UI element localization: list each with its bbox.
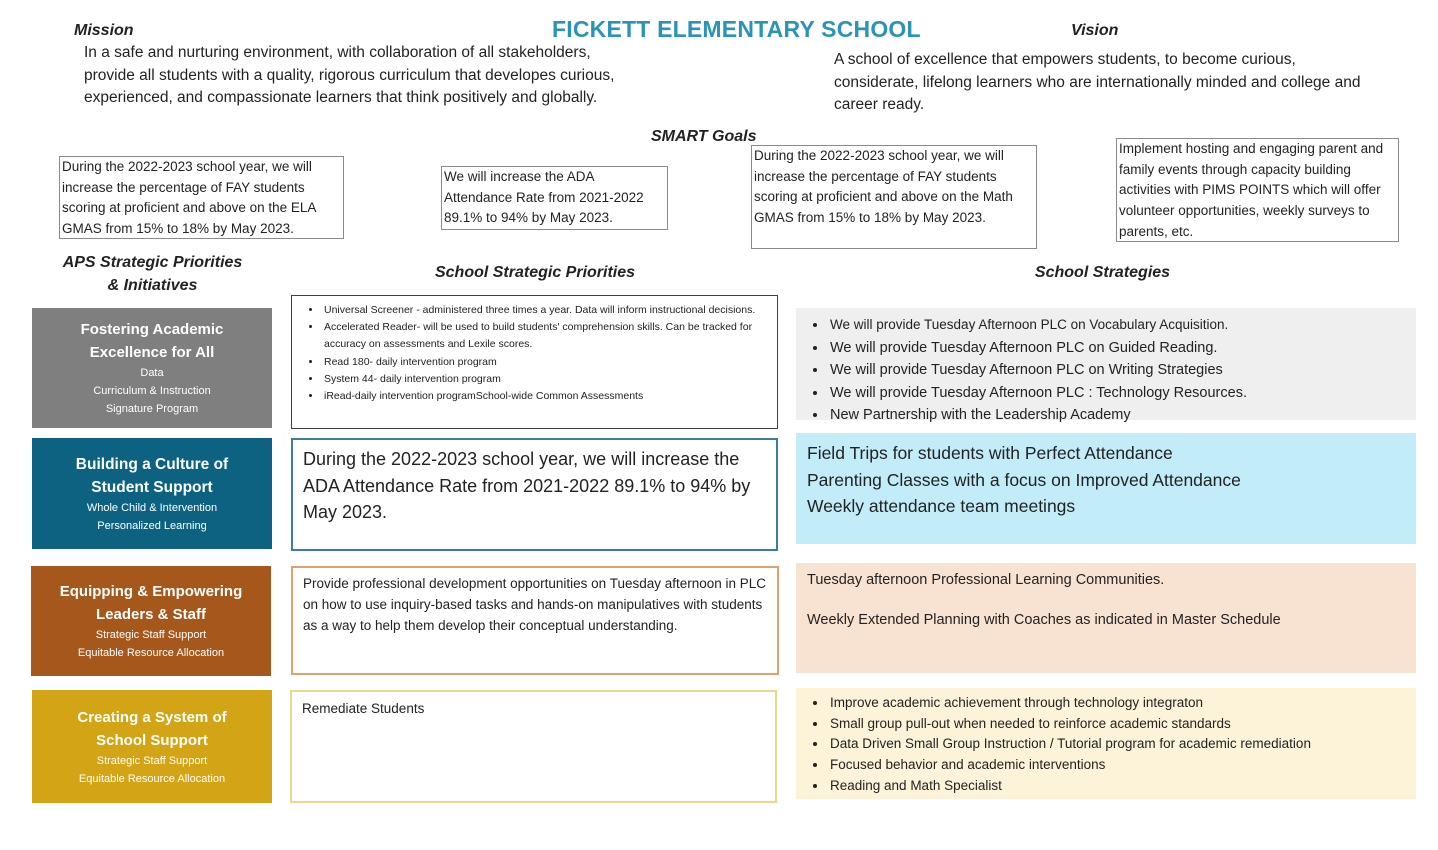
list-item: • We will provide Tuesday Afternoon PLC on Writing Strategies — [828, 359, 1410, 382]
strategy-line: Field Trips for students with Perfect Attendance — [807, 443, 1173, 463]
list-item: • System 44- daily intervention program — [322, 371, 767, 388]
list-item: • Improve academic achievement through technology integraton — [828, 693, 1410, 714]
aps-title: Equipping & Empowering Leaders & Staff — [59, 583, 243, 623]
list-item: • Universal Screener - administered three times a year. Data will inform instructional decisions. — [322, 302, 767, 319]
aps-priorities-header: APS Strategic Priorities & Initiatives — [62, 254, 243, 294]
smart-goals-label: SMART Goals — [651, 128, 757, 145]
aps-subitem: Data — [140, 367, 164, 379]
list-item: • We will provide Tuesday Afternoon PLC on Guided Reading. — [828, 337, 1410, 360]
strategy-line: Parenting Classes with a focus on Improved Attendance — [807, 469, 1241, 490]
mission-label: Mission — [74, 22, 134, 39]
smart-goal-ela: During the 2022-2023 school year, we will increase the percentage of FAY students scoring at proficient and above on the ELA GMAS from 15% to 18% by May 2023. — [59, 156, 344, 239]
aps-subitem: Signature Program — [105, 403, 199, 415]
priority-box-leaders-staff: Provide professional development opportunities on Tuesday afternoon in PLC on how to use inquiry-based tasks and hands-on manipulatives with students as a way to help them develop their conceptual understanding. — [291, 566, 779, 675]
aps-subitem: Curriculum & Instruction — [93, 385, 211, 397]
aps-subitem: Strategic Staff Support — [96, 754, 208, 767]
school-priorities-header: School Strategic Priorities — [434, 264, 636, 281]
school-strategies-header: School Strategies — [1034, 264, 1171, 281]
page-title: FICKETT ELEMENTARY SCHOOL — [552, 16, 921, 42]
aps-title: Building a Culture of Student Support — [75, 455, 229, 496]
list-item: • Read 180- daily intervention program — [322, 354, 767, 371]
strategy-list — [800, 693, 1410, 797]
strategy-line: Weekly attendance team meetings — [807, 496, 1076, 516]
strategy-box-leaders-staff — [796, 563, 1416, 673]
mission-text: In a safe and nurturing environment, with collaboration of all stakeholders, provide all students with a quality, rigorous curriculum that developes curious, experienced, and compassionate learners that think positively and globally. — [84, 44, 615, 106]
aps-subitem: Equitable Resource Allocation — [78, 772, 226, 785]
aps-subitem: Whole Child & Intervention — [86, 501, 218, 514]
aps-subitem: Personalized Learning — [97, 519, 207, 532]
list-item: • Small group pull-out when needed to reinforce academic standards — [828, 714, 1410, 735]
strategy-line: Tuesday afternoon Professional Learning Communities. — [807, 572, 1165, 588]
strategy-box-academic-excellence — [796, 308, 1416, 424]
strategy-box-student-support — [796, 433, 1416, 544]
smart-goal-family: Implement hosting and engaging parent and family events through capacity building activities with PIMS POINTS which will offer volunteer opportunities, weekly surveys to parents, etc. — [1116, 138, 1399, 242]
strategy-list — [800, 314, 1410, 427]
list-item: • We will provide Tuesday Afternoon PLC : Technology Resources. — [828, 382, 1410, 405]
list-item: • New Partnership with the Leadership Academy — [828, 404, 1410, 427]
aps-box-school-support — [32, 690, 272, 803]
aps-title: Creating a System of School Support — [77, 708, 227, 749]
aps-box-leaders-staff — [31, 566, 271, 676]
list-item: • We will provide Tuesday Afternoon PLC on Vocabulary Acquisition. — [828, 314, 1410, 337]
list-item: • Accelerated Reader- will be used to build students' comprehension skills. Can be tracked for accuracy on assessments and Lexile scores. — [322, 319, 767, 353]
aps-box-academic-excellence — [32, 308, 272, 428]
smart-goal-attendance: We will increase the ADA Attendance Rate from 2021-2022 89.1% to 94% by May 2023. — [441, 166, 668, 230]
priority-box-school-support: Remediate Students — [290, 690, 777, 803]
list-item: • iRead-daily intervention programSchool-wide Common Assessments — [322, 388, 767, 405]
list-item: • Data Driven Small Group Instruction / Tutorial program for academic remediation — [828, 734, 1410, 755]
strategy-box-school-support — [796, 688, 1416, 799]
priority-list — [296, 302, 767, 405]
aps-subitem: Strategic Staff Support — [95, 629, 207, 641]
vision-text: A school of excellence that empowers students, to become curious, considerate, lifelong learners who are internationally minded and college and career ready. — [834, 51, 1361, 113]
strategy-line: Weekly Extended Planning with Coaches as indicated in Master Schedule — [807, 612, 1281, 628]
priority-box-student-support: During the 2022-2023 school year, we will increase the ADA Attendance Rate from 2021-2022 89.1% to 94% by May 2023. — [291, 438, 778, 551]
smart-goal-math: During the 2022-2023 school year, we will increase the percentage of FAY students scoring at proficient and above on the Math GMAS from 15% to 18% by May 2023. — [751, 145, 1037, 249]
aps-title: Fostering Academic Excellence for All — [80, 321, 224, 361]
list-item: • Focused behavior and academic interventions — [828, 755, 1410, 776]
vision-label: Vision — [1071, 22, 1119, 39]
aps-subitem: Equitable Resource Allocation — [77, 647, 225, 659]
list-item: • Reading and Math Specialist — [828, 776, 1410, 797]
priority-box-academic-excellence — [291, 295, 778, 429]
aps-box-student-support — [32, 438, 272, 549]
